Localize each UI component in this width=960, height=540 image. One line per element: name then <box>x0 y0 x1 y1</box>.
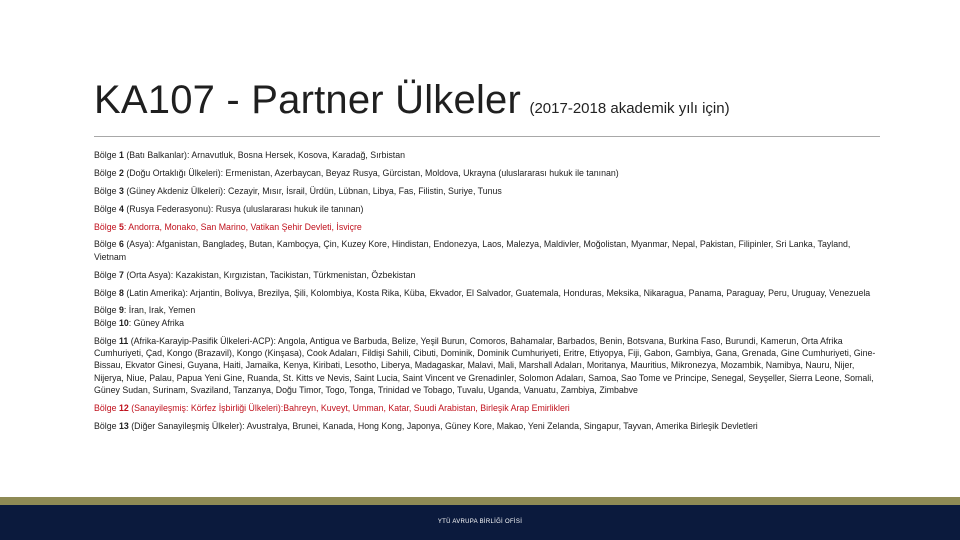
region-countries: : Rusya (uluslararası hukuk ile tanınan) <box>210 203 364 214</box>
region-name: (Orta Asya) <box>126 269 171 280</box>
region-countries: : İran, Irak, Yemen <box>123 305 196 316</box>
region-number: 6 <box>118 239 124 250</box>
title-divider <box>94 136 880 137</box>
region-number: 1 <box>118 150 124 160</box>
region-number: 4 <box>118 203 124 214</box>
region-label: Bölge <box>94 335 117 346</box>
region-label: Bölge <box>94 317 117 328</box>
region-countries: : Ermenistan, Azerbaycan, Beyaz Rusya, Gürcistan, Moldova, Ukrayna (uluslararası hukuk ile tanınan) <box>220 167 619 178</box>
region-name: (Doğu Ortaklığı Ülkeleri) <box>126 167 221 178</box>
slide-subtitle: (2017-2018 akademik yılı için) <box>529 100 730 117</box>
region-countries: : Cezayir, Mısır, İsrail, Ürdün, Lübnan, Libya, Fas, Filistin, Suriye, Tunus <box>223 185 502 196</box>
region-label: Bölge <box>94 203 117 214</box>
region-label: Bölge <box>94 221 117 232</box>
region-label: Bölge <box>94 150 117 160</box>
region-label: Bölge <box>94 167 117 178</box>
region-label: Bölge <box>94 185 117 196</box>
region-label: Bölge <box>94 402 117 413</box>
region-countries: : Kazakistan, Kırgızistan, Tacikistan, Türkmenistan, Özbekistan <box>170 269 416 280</box>
region-item-6 <box>94 238 880 263</box>
region-number: 3 <box>118 185 124 196</box>
region-number: 10 <box>118 317 129 328</box>
region-number: 9 <box>118 305 124 316</box>
region-name: (Latin Amerika) <box>126 287 186 298</box>
region-item-4 <box>94 203 880 215</box>
footer-stripe <box>0 497 960 505</box>
region-countries: : Andorra, Monako, San Marino, Vatikan Şehir Devleti, İsviçre <box>123 221 362 232</box>
region-name: (Sanayileşmiş: Körfez İşbirliği Ülkeleri) <box>131 402 281 413</box>
region-countries: : Arjantin, Bolivya, Brezilya, Şili, Kolombiya, Kosta Rika, Küba, Ekvador, El Salvador, Guatemala, Honduras, Meksika, Nikaragua, Panama, Paraguay, Peru, Uruguay, Venezuela <box>185 287 871 298</box>
region-label: Bölge <box>94 420 117 431</box>
region-number: 2 <box>118 167 124 178</box>
region-label: Bölge <box>94 269 117 280</box>
region-number: 8 <box>118 287 124 298</box>
region-item-13 <box>94 420 880 432</box>
region-number: 13 <box>118 420 129 431</box>
region-item-5 <box>94 221 880 233</box>
region-item-11 <box>94 335 880 396</box>
region-countries: : Arnavutluk, Bosna Hersek, Kosova, Karadağ, Sırbistan <box>186 150 406 160</box>
region-name: (Batı Balkanlar) <box>126 150 187 160</box>
region-name: (Güney Akdeniz Ülkeleri) <box>126 185 224 196</box>
region-item-8 <box>94 287 880 299</box>
region-countries: :Bahreyn, Kuveyt, Umman, Katar, Suudi Arabistan, Birleşik Arap Emirlikleri <box>280 402 570 413</box>
region-label: Bölge <box>94 239 117 250</box>
region-item-9 <box>94 304 880 316</box>
region-name: (Afrika-Karayip-Pasifik Ülkeleri-ACP) <box>130 335 274 346</box>
footer-text: YTÜ AVRUPA BİRLİĞİ OFİSİ <box>437 519 523 525</box>
region-name: (Rusya Federasyonu) <box>126 203 211 214</box>
slide-title: KA107 - Partner Ülkeler <box>94 78 522 122</box>
region-countries: : Afganistan, Bangladeş, Butan, Kamboçya, Çin, Kuzey Kore, Hindistan, Endonezya, Laos, Malezya, Maldivler, Moğolistan, Myanmar, Nepal, Pakistan, Filipinler, Sri Lanka, Tayland, Vietnam <box>94 239 851 262</box>
region-countries: : Angola, Antigua ve Barbuda, Belize, Yeşil Burun, Comoros, Bahamalar, Barbados, Benin, Botsvana, Burkina Faso, Burundi, Kamerun, Orta Afrika Cumhuriyeti, Çad, Kongo (Brazavil), Kongo (Kinşasa), Cook Adaları, Fildişi Sahili, Cibuti, Dominik, Dominik Cumhuriyeti, Eritre, Etiyopya, Fiji, Gabon, Gambiya, Gana, Grenada, Gine Cumhuriyeti, Gine-Bissau, Ekvator Ginesi, Guyana, Haiti, Jamaika, Kenya, Kiribati, Lesotho, Liberya, Madagaskar, Malavi, Mali, Marshall Adaları, Moritanya, Mauritius, Mikronezya, Mozambik, Namibya, Nauru, Nijer, Nijerya, Niue, Palau, Papua Yeni Gine, Ruanda, St. Kitts ve Nevis, Saint Lucia, Saint Vincent ve Grenadinler, Solomon Adaları, Samoa, Sao Tome ve Principe, Senegal, Seyşeller, Sierra Leone, Somali, Güney Sudan, Surinam, Svaziland, Tanzanya, Doğu Timor, Togo, Tonga, Trinidad ve Tobago, Tuvalu, Uganda, Vanuatu, Zambiya, Zimbabve <box>94 335 876 395</box>
region-item-10 <box>94 317 880 329</box>
region-name: (Diğer Sanayileşmiş Ülkeler) <box>131 420 243 431</box>
region-item-12 <box>94 402 880 414</box>
region-countries: : Güney Afrika <box>128 317 185 328</box>
region-number: 11 <box>118 335 129 346</box>
region-item-3 <box>94 185 880 197</box>
region-list <box>94 149 880 437</box>
region-item-1 <box>94 149 880 161</box>
region-countries: : Avustralya, Brunei, Kanada, Hong Kong, Japonya, Güney Kore, Makao, Yeni Zelanda, Singapur, Tayvan, Amerika Birleşik Devletleri <box>242 420 758 431</box>
region-item-2 <box>94 167 880 179</box>
region-name: (Asya) <box>126 239 152 250</box>
region-label: Bölge <box>94 305 117 316</box>
region-item-7 <box>94 269 880 281</box>
slide-title-area <box>94 78 730 123</box>
region-label: Bölge <box>94 287 117 298</box>
region-number: 12 <box>118 402 129 413</box>
region-number: 5 <box>118 221 124 232</box>
region-number: 7 <box>118 269 124 280</box>
